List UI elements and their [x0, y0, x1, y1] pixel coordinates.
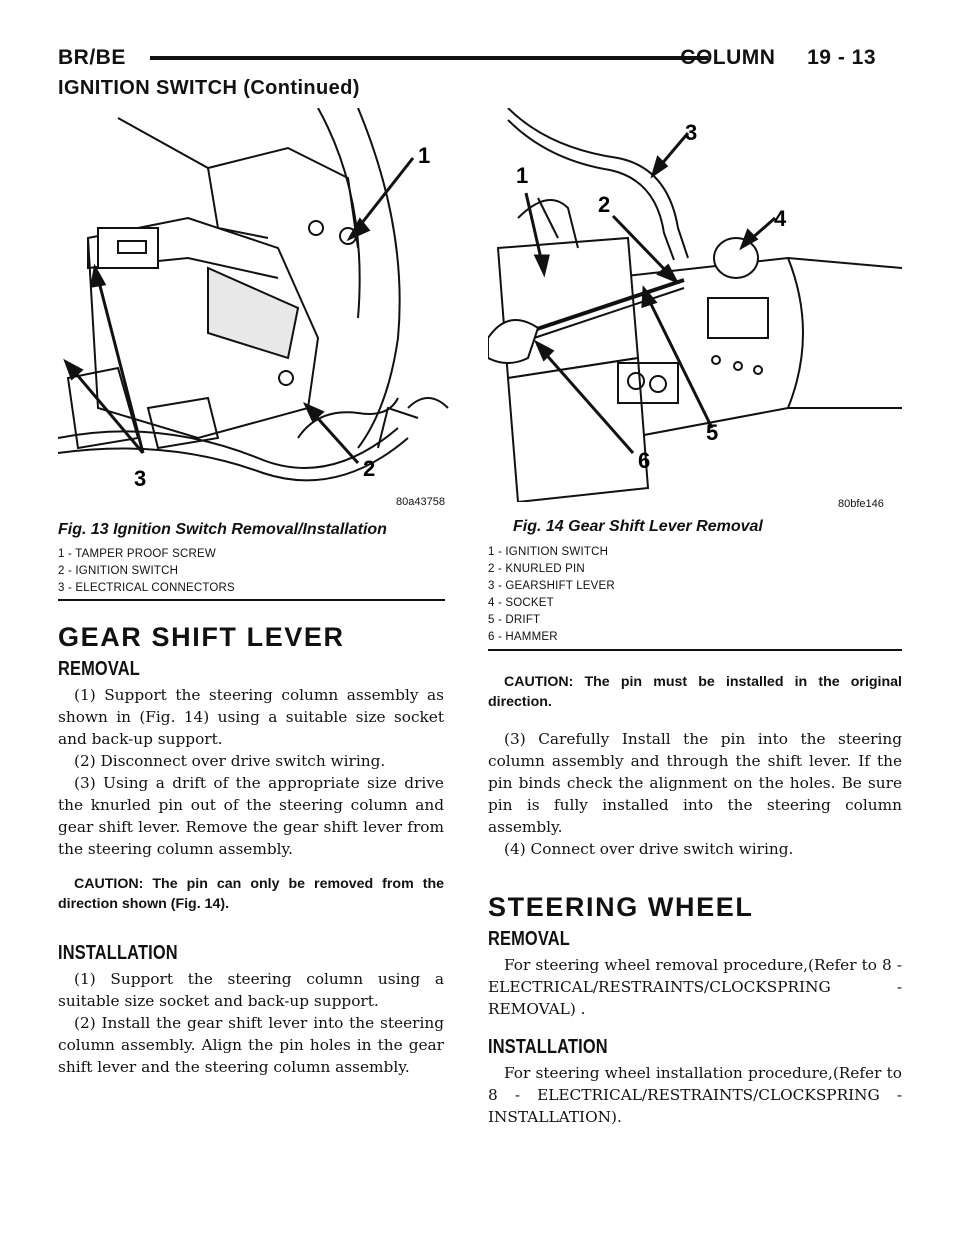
left-column: [58, 622, 444, 1078]
fig13-legend-item: 2 - IGNITION SWITCH: [58, 565, 179, 577]
fig14-callout-4: 4: [774, 206, 787, 231]
fig14-legend-item: 6 - HAMMER: [488, 631, 558, 643]
steering-wheel-title: STEERING WHEEL: [488, 892, 754, 922]
removal-step: (3) Using a drift of the appropriate size drive the knurled pin out of the steering column and gear shift lever. Remove the gear shift lever from the steering column assembly.: [58, 774, 444, 858]
steering-wheel-removal-text: For steering wheel removal procedure,(Refer to 8 - ELECTRICAL/RESTRAINTS/CLOCKSPRING - REMOVAL) .: [488, 956, 902, 1018]
steering-wheel-removal-title: REMOVAL: [488, 928, 570, 950]
figure-14-illustration: [488, 108, 902, 510]
fig13-callout-1: 1: [418, 143, 431, 168]
fig14-code: 80bfe146: [838, 498, 884, 510]
fig14-legend-item: 1 - IGNITION SWITCH: [488, 546, 609, 558]
fig14-callout-2: 2: [598, 192, 611, 217]
header-rule: [150, 56, 708, 60]
gear-shift-installation-title: INSTALLATION: [58, 942, 178, 964]
removal-step: (2) Disconnect over drive switch wiring.: [74, 752, 386, 770]
fig14-caption: Fig. 14 Gear Shift Lever Removal: [513, 518, 763, 535]
fig14-legend-item: 4 - SOCKET: [488, 597, 554, 609]
fig13-legend-item: 1 - TAMPER PROOF SCREW: [58, 548, 216, 560]
fig13-code: 80a43758: [396, 496, 445, 508]
steering-wheel-installation-title: INSTALLATION: [488, 1036, 608, 1058]
removal-caution: CAUTION: The pin can only be removed from the direction shown (Fig. 14).: [58, 876, 444, 912]
gear-shift-title: GEAR SHIFT LEVER: [58, 622, 345, 652]
fig14-legend-item: 5 - DRIFT: [488, 614, 541, 626]
fig14-legend-item: 3 - GEARSHIFT LEVER: [488, 580, 615, 592]
fig14-callout-3: 3: [685, 120, 698, 145]
installation-step: (1) Support the steering column using a suitable size socket and back-up support.: [58, 970, 444, 1010]
fig13-caption: Fig. 13 Ignition Switch Removal/Installation: [58, 521, 387, 538]
fig13-legend-item: 3 - ELECTRICAL CONNECTORS: [58, 582, 235, 594]
installation-caution: CAUTION: The pin must be installed in the original direction.: [488, 674, 902, 710]
header-right: COLUMN 19 - 13: [680, 46, 876, 69]
right-column: [488, 672, 902, 1128]
fig13-legend: [58, 546, 235, 597]
fig13-callout-2: 2: [363, 456, 376, 481]
header-left: BR/BE: [58, 46, 126, 69]
steering-wheel-installation-text: For steering wheel installation procedure,(Refer to 8 - ELECTRICAL/RESTRAINTS/CLOCKSPRING - INSTALLATION).: [488, 1064, 902, 1126]
gear-shift-drawing: [488, 108, 902, 502]
fig13-rule: [58, 599, 445, 601]
fig14-legend-item: 2 - KNURLED PIN: [488, 563, 585, 575]
installation-step: (4) Connect over drive switch wiring.: [504, 840, 794, 858]
ignition-switch-drawing: [58, 108, 454, 492]
figure-13-illustration: [58, 108, 454, 508]
fig14-rule: [488, 649, 902, 651]
fig14-legend: [488, 544, 615, 646]
removal-step: (1) Support the steering column assembly as shown in (Fig. 14) using a suitable size socket and back-up support.: [58, 686, 444, 748]
gear-shift-removal-title: REMOVAL: [58, 658, 140, 680]
fig14-callout-6: 6: [638, 448, 651, 473]
fig14-callout-1: 1: [516, 163, 529, 188]
installation-step: (2) Install the gear shift lever into the steering column assembly. Align the pin holes in the gear shift lever and the steering column assembly.: [58, 1014, 444, 1076]
continued-title: IGNITION SWITCH (Continued): [58, 77, 360, 99]
installation-step: (3) Carefully Install the pin into the steering column assembly and through the shift lever. If the pin binds check the alignment on the holes. Be sure pin is fully installed into the steering column assembly.: [488, 730, 902, 836]
fig14-callout-5: 5: [706, 420, 719, 445]
fig13-callout-3: 3: [134, 466, 147, 491]
